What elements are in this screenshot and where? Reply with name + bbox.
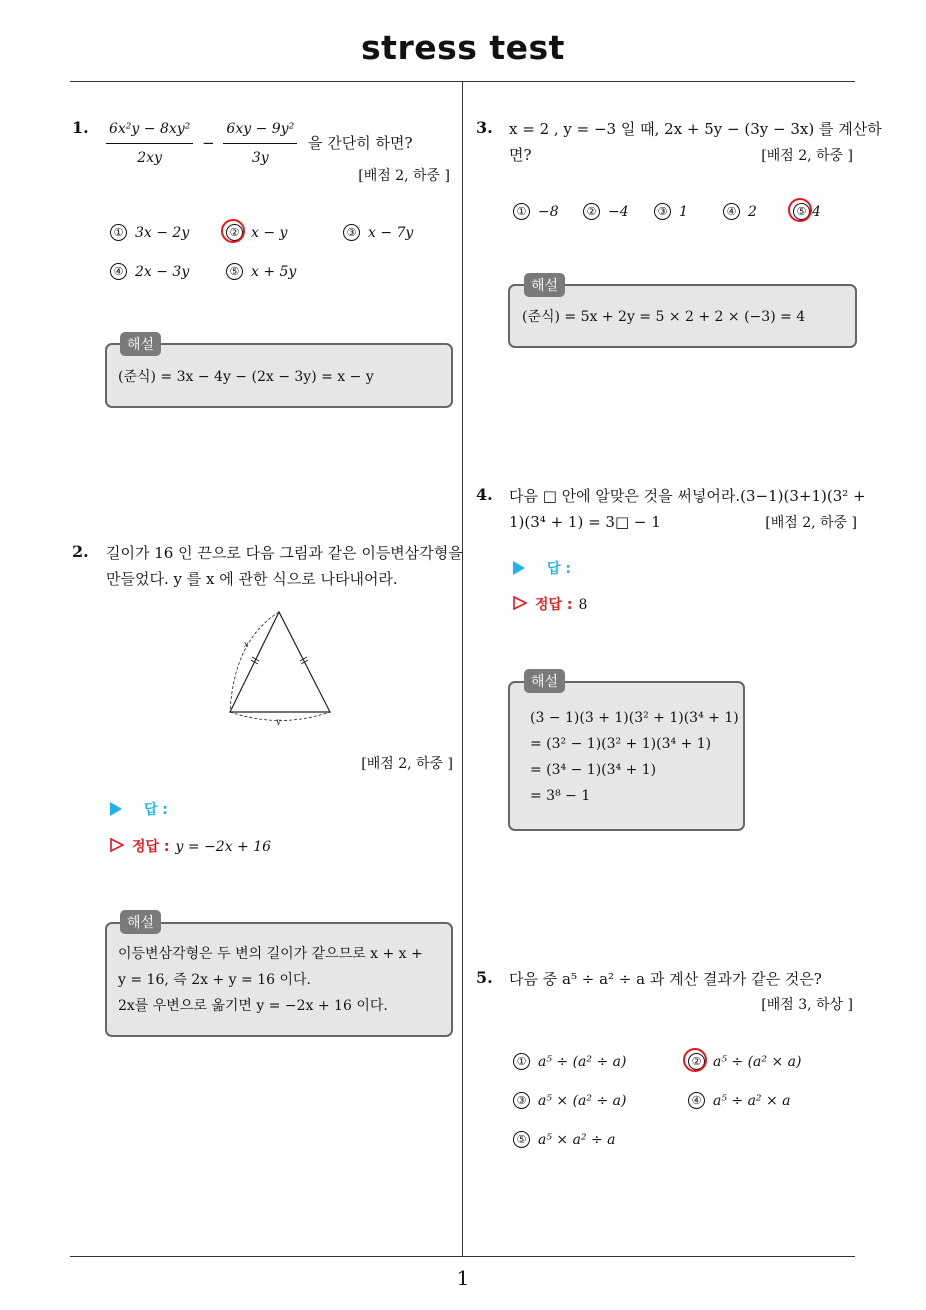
page-title: stress test — [361, 28, 565, 67]
solution-tag: 해설 — [120, 910, 161, 934]
choice-number: ⑤ — [513, 1131, 530, 1148]
figure-label-y: y — [276, 717, 281, 725]
correct-label: 정답 : — [535, 597, 573, 613]
q5-choice-4[interactable] — [688, 1092, 791, 1109]
answer-label: 답 : — [547, 561, 571, 577]
q1-choice-3[interactable] — [343, 224, 413, 241]
question-number-3: 3. — [476, 118, 493, 137]
solution-tag: 해설 — [524, 669, 565, 693]
solution-2-line-1: 이등변삼각형은 두 변의 길이가 같으므로 x + x + — [118, 946, 423, 962]
solution-2-line-3: 2x를 우변으로 옮기면 y = −2x + 16 이다. — [118, 998, 388, 1014]
solution-4-line-1: (3 − 1)(3 + 1)(3² + 1)(3⁴ + 1) — [530, 710, 739, 726]
choice-number: ② — [688, 1053, 705, 1070]
question-5-text: 다음 중 a⁵ ÷ a² ÷ a 과 계산 결과가 같은 것은? — [509, 970, 822, 988]
choice-number: ① — [513, 203, 530, 220]
q5-choice-5[interactable] — [513, 1131, 616, 1148]
solution-1-text: (준식) = 3x − 4y − (2x − 3y) = x − y — [118, 369, 374, 385]
choice-number: ③ — [343, 224, 360, 241]
q3-choice-1[interactable] — [513, 203, 559, 220]
fraction-1 — [106, 116, 193, 171]
isosceles-triangle-figure — [222, 605, 337, 725]
solution-4-line-3: = (3⁴ − 1)(3⁴ + 1) — [530, 762, 657, 778]
choice-number: ① — [513, 1053, 530, 1070]
choice-label: a⁵ ÷ a² × a — [713, 1093, 791, 1109]
fraction-1-denominator: 2xy — [137, 150, 162, 166]
solution-4-line-2: = (3² − 1)(3² + 1)(3⁴ + 1) — [530, 736, 712, 752]
choice-label: a⁵ × (a² ÷ a) — [538, 1093, 627, 1109]
choice-label: x + 5y — [251, 264, 297, 280]
selected-answer-mark — [221, 219, 245, 243]
solution-tag: 해설 — [524, 273, 565, 297]
correct-label: 정답 : — [132, 839, 170, 855]
figure-label-x: x — [244, 640, 249, 649]
question-3-line-1: x = 2 , y = −3 일 때, 2x + 5y − (3y − 3x) 를 계산하 — [509, 120, 882, 138]
play-arrow-icon — [110, 802, 122, 816]
solution-2-line-2: y = 16, 즉 2x + y = 16 이다. — [118, 972, 311, 988]
q3-choice-3[interactable] — [654, 203, 688, 220]
choice-number: ② — [226, 224, 243, 241]
q1-choice-4[interactable] — [110, 263, 189, 280]
choice-number: ② — [583, 203, 600, 220]
solution-tag: 해설 — [120, 332, 161, 356]
q1-choice-1[interactable] — [110, 224, 189, 241]
fraction-1-numerator: 6x²y − 8xy² — [106, 116, 193, 144]
question-2-line-1: 길이가 16 인 끈으로 다음 그림과 같은 이등변삼각형을 — [106, 544, 463, 562]
selected-answer-mark — [683, 1048, 707, 1072]
question-number-1: 1. — [72, 118, 89, 137]
answer-label: 답 : — [144, 802, 168, 818]
choice-label: x − 7y — [368, 225, 414, 241]
correct-answer-2 — [110, 836, 271, 856]
page-number: 1 — [456, 1266, 470, 1290]
q1-choice-5[interactable] — [226, 263, 296, 280]
choice-label: x − y — [251, 225, 288, 241]
question-1-text — [106, 116, 413, 171]
choice-number: ⑤ — [793, 203, 810, 220]
column-divider — [462, 82, 463, 1257]
question-2-score: [배점 2, 하중 ] — [361, 756, 453, 772]
question-5-score: [배점 3, 하상 ] — [761, 997, 853, 1013]
q3-choice-4[interactable] — [723, 203, 757, 220]
question-4-line-1: 다음 □ 안에 알맞은 것을 써넣어라.(3−1)(3+1)(3² + — [509, 487, 866, 505]
q5-choice-1[interactable] — [513, 1053, 626, 1070]
question-number-2: 2. — [72, 542, 89, 561]
choice-label: −8 — [538, 204, 559, 220]
answer-field-2[interactable] — [110, 799, 168, 819]
choice-label: 2 — [748, 204, 757, 220]
choice-label: 1 — [679, 204, 688, 220]
question-1-tail: 을 간단히 하면? — [307, 133, 413, 152]
choice-number: ④ — [723, 203, 740, 220]
question-1-score: [배점 2, 하중 ] — [358, 168, 450, 184]
correct-value: y = −2x + 16 — [175, 839, 272, 855]
solution-3-text: (준식) = 5x + 2y = 5 × 2 + 2 × (−3) = 4 — [522, 309, 806, 325]
fraction-2-numerator: 6xy − 9y² — [223, 116, 297, 144]
answer-field-4[interactable] — [513, 558, 571, 578]
play-arrow-icon — [513, 561, 525, 575]
hollow-triangle-icon — [513, 596, 527, 610]
choice-label: a⁵ × a² ÷ a — [538, 1132, 616, 1148]
minus-sign: − — [202, 133, 215, 152]
question-3-score: [배점 2, 하중 ] — [761, 148, 853, 164]
correct-answer-4 — [513, 594, 587, 614]
choice-label: 3x − 2y — [135, 225, 190, 241]
choice-label: 4 — [812, 204, 821, 220]
choice-label: a⁵ ÷ (a² × a) — [713, 1054, 802, 1070]
question-4-score: [배점 2, 하중 ] — [765, 515, 857, 531]
choice-label: −4 — [608, 204, 629, 220]
question-3-line-2: 면? — [509, 146, 532, 164]
question-4-line-2: 1)(3⁴ + 1) = 3□ − 1 — [509, 513, 661, 531]
correct-value: 8 — [578, 597, 588, 613]
choice-number: ④ — [688, 1092, 705, 1109]
q5-choice-3[interactable] — [513, 1092, 626, 1109]
q3-choice-2[interactable] — [583, 203, 629, 220]
choice-label: a⁵ ÷ (a² ÷ a) — [538, 1054, 627, 1070]
choice-number: ④ — [110, 263, 127, 280]
question-number-4: 4. — [476, 485, 493, 504]
selected-answer-mark — [788, 198, 812, 222]
hollow-triangle-icon — [110, 838, 124, 852]
fraction-2 — [223, 116, 297, 171]
solution-4-line-4: = 3⁸ − 1 — [530, 788, 591, 804]
choice-label: 2x − 3y — [135, 264, 190, 280]
choice-number: ⑤ — [226, 263, 243, 280]
choice-number: ③ — [513, 1092, 530, 1109]
fraction-2-denominator: 3y — [251, 150, 269, 166]
choice-number: ③ — [654, 203, 671, 220]
question-2-line-2: 만들었다. y 를 x 에 관한 식으로 나타내어라. — [106, 570, 398, 588]
choice-number: ① — [110, 224, 127, 241]
question-number-5: 5. — [476, 968, 493, 987]
footer-rule — [70, 1256, 855, 1257]
